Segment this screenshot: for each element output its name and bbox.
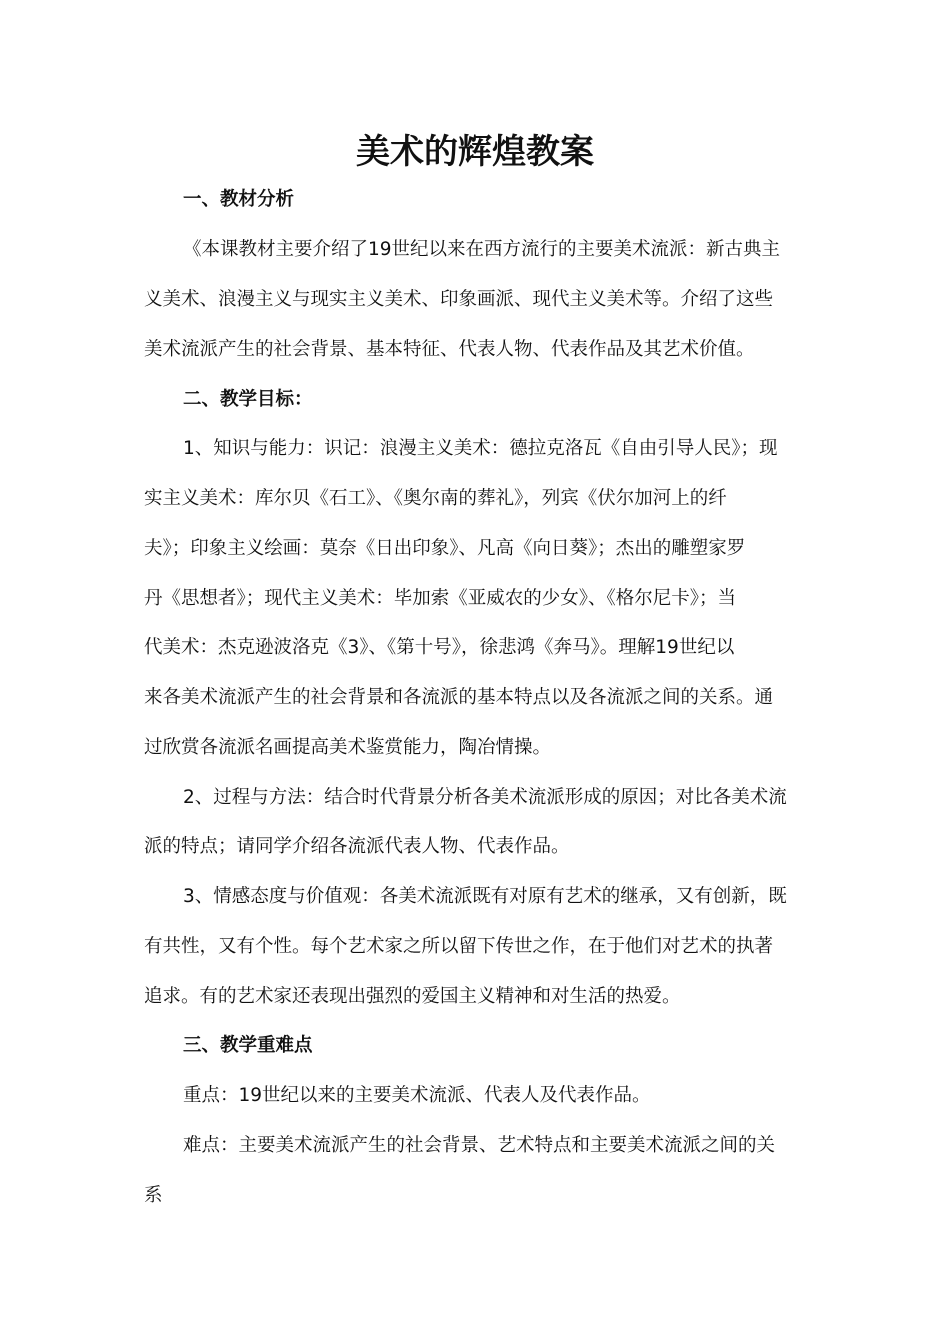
paragraph-line: 重点：19世纪以来的主要美术流派、代表人及代表作品。 xyxy=(183,1085,651,1106)
paragraph-line: 2、过程与方法：结合时代背景分析各美术流派形成的原因；对比各美术流 xyxy=(183,787,787,808)
section-heading-2: 二、教学目标： xyxy=(183,389,313,410)
paragraph-line: 来各美术流派产生的社会背景和各流派的基本特点以及各流派之间的关系。通 xyxy=(144,687,774,708)
paragraph-line: 夫》；印象主义绘画：莫奈《日出印象》、凡高《向日葵》；杰出的雕塑家罗 xyxy=(144,538,746,559)
paragraph-line: 代美术：杰克逊波洛克《3》、《第十号》，徐悲鸿《奔马》。理解19世纪以 xyxy=(144,637,735,658)
paragraph-line: 过欣赏各流派名画提高美术鉴赏能力，陶冶情操。 xyxy=(144,737,552,758)
paragraph-line: 《本课教材主要介绍了19世纪以来在西方流行的主要美术流派：新古典主 xyxy=(183,239,781,260)
section-heading-1: 一、教材分析 xyxy=(183,189,295,210)
paragraph-line: 派的特点；请同学介绍各流派代表人物、代表作品。 xyxy=(144,836,570,857)
paragraph-line: 美术流派产生的社会背景、基本特征、代表人物、代表作品及其艺术价值。 xyxy=(144,339,755,360)
section-heading-3: 三、教学重难点 xyxy=(183,1035,313,1056)
paragraph-line: 有共性，又有个性。每个艺术家之所以留下传世之作，在于他们对艺术的执著 xyxy=(144,936,774,957)
paragraph-line: 追求。有的艺术家还表现出强烈的爱国主义精神和对生活的热爱。 xyxy=(144,986,681,1007)
paragraph-line: 难点：主要美术流派产生的社会背景、艺术特点和主要美术流派之间的关 xyxy=(183,1135,776,1156)
paragraph-line: 实主义美术：库尔贝《石工》、《奥尔南的葬礼》，列宾《伏尔加河上的纤 xyxy=(144,488,727,509)
paragraph-line: 系 xyxy=(144,1185,163,1206)
paragraph-line: 丹《思想者》；现代主义美术：毕加索《亚威农的少女》、《格尔尼卡》；当 xyxy=(144,588,737,609)
document-title: 美术的辉煌教案 xyxy=(356,132,594,172)
paragraph-line: 3、情感态度与价值观：各美术流派既有对原有艺术的继承，又有创新，既 xyxy=(183,886,787,907)
paragraph-line: 1、知识与能力：识记：浪漫主义美术：德拉克洛瓦《自由引导人民》；现 xyxy=(183,438,778,459)
paragraph-line: 义美术、浪漫主义与现实主义美术、印象画派、现代主义美术等。介绍了这些 xyxy=(144,289,774,310)
